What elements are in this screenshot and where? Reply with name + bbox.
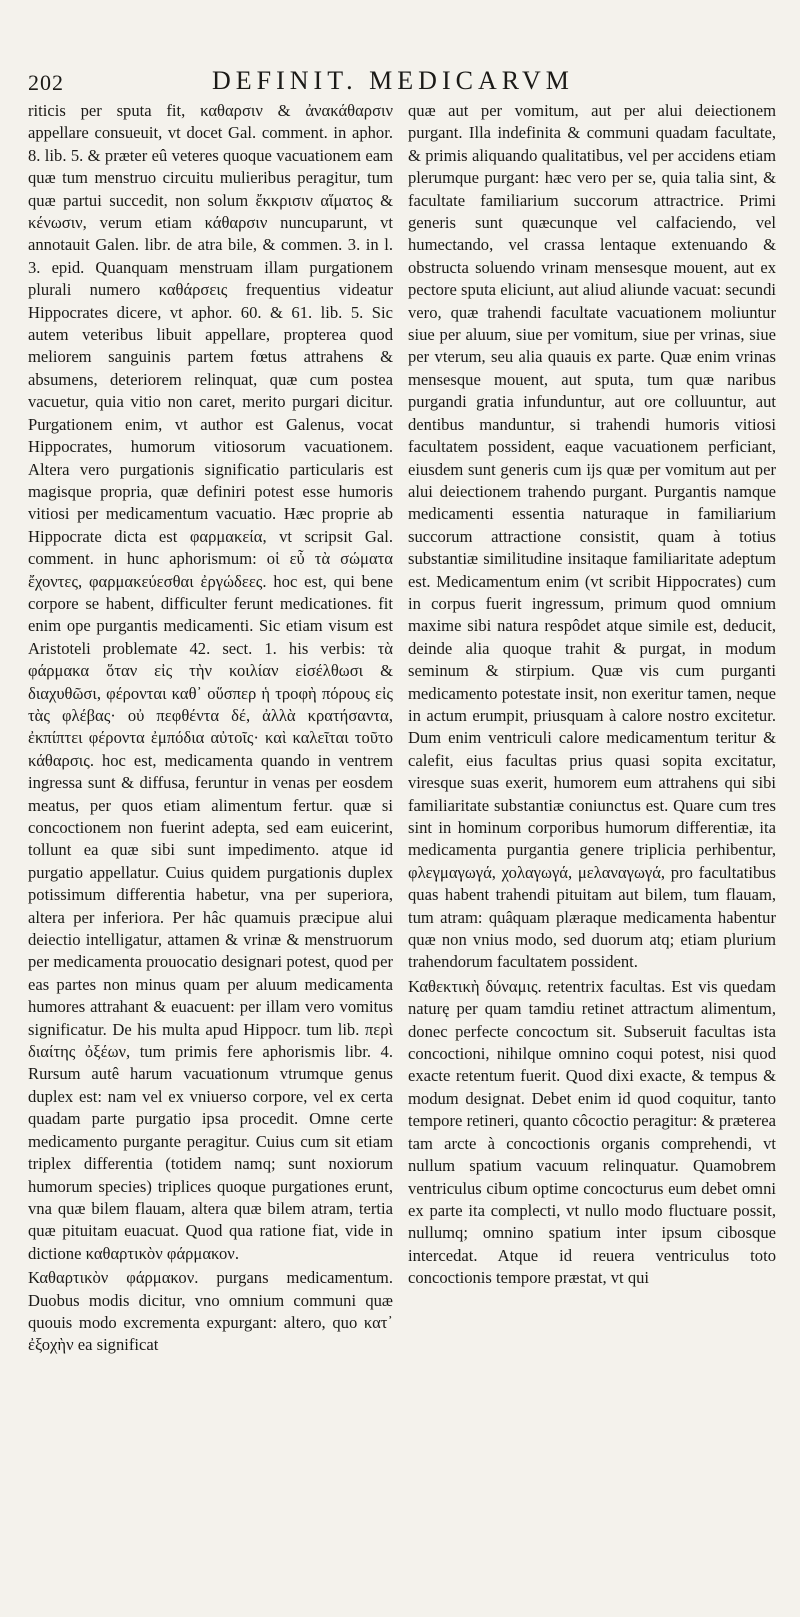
paragraph: quæ aut per vomitum, aut per alui deiectionem purgant. Illa indefinita & communi quadam facultate, & primis aliquando qualitatibus, vel per accidens etiam plerumque purgant: hæc vero per se, quia talia sint, & facultate familiarium succorum attractrice. Primi generis sunt quæcunque vel calfaciendo, vel humectando, vel crassa lentaque extenuando & obstructa soluendo vrinam mensesque mouent, aut ex pectore sputa eliciunt, aut aliud aliunde vacuat: secundi vero, quæ trahendi facultate vacuationem moliuntur siue per aluum, siue per vomitum, siue per vrinas, siue per vterum, seu alia quauis ex parte. Quæ enim vrinas mensesque mouent, aut sputa, tum quæ naribus purgandi gratia infunduntur, aut ore colluuntur, aut dentibus manduntur, si trahendi humoris vitiosi facultatem possident, eaque vacuationem perficiant, eiusdem sunt generis cum ijs quæ per vomitum aut per alui deiectionem trahendo purgant. Purgantis namque medicamenti essentia naturaque in familiarium succorum attractione consistit, quam à totius substantiæ similitudine insitaque familiaritate adeptum est. Medicamentum enim (vt scribit Hippocrates) cum in corpus fuerit ingressum, primum quod omnium maxime sibi natura respôdet atque simile est, deducit, deinde alia quoque trahit & purgat, in modum seminum & stirpium. Quæ vis cum purganti medicamento potestate insit, non exeritur tamen, neque in actum erumpit, priusquam à calore nostro excitetur. Dum enim ventriculi calore medicamentum teritur & calefit, eius facultas prius quasi sopita excitatur, viresque suas exerit, humorem eum attrahens qui sibi familiaritate substantiæ coniunctus est. Quare cum tres sint in hominum corporibus humorum differentiæ, ita medicamenta purgantia genere triplicia perhibentur, φλεγμαγωγά, χολαγωγά, μελαναγωγά, pro facultatibus quas habent trahendi pituitam aut bilem, tum flauam, tum atram: quâquam plæraque medicamenta habentur quæ non vnius modo, sed duorum atq; etiam plurium trahendorum facultatem possident.: [408, 101, 776, 972]
page-number: 202: [28, 70, 64, 95]
left-column: [28, 100, 393, 1610]
right-column: [408, 100, 776, 1610]
dictionary-entry: Καθαρτικὸν φάρμακον. purgans medicamentum. Duobus modis dicitur, vno omnium communi quæ quouis modo excrementa expurgant: altero, quo κατ᾽ ἐξοχὴν ea significat: [28, 1268, 393, 1355]
paragraph: riticis per sputa fit, καθαρσιν & ἀνακάθαρσιν appellare consueuit, vt docet Gal. comment. in aphor. 8. lib. 5. & præter eû veteres quoque vacuationem eam quæ tum menstruo circuitu mulieribus peragitur, tum quæ partui succedit, non solum ἔκκρισιν αἵματος & κένωσιν, verum etiam κάθαρσιν nuncuparunt, vt annotauit Galen. libr. de atra bile, & commen. 3. in l. 3. epid. Quanquam menstruam illam purgationem plurali numero καθάρσεις frequentius videatur Hippocrates dicere, vt aphor. 60. & 61. lib. 5. Sic autem veteribus libuit appellare, propterea quod meliorem sanguinis partem fœtus attrahens & absumens, deteriorem relinquat, quæ cum postea vacuetur, quia vitio non caret, merito purgari dicitur. Purgationem enim, vt author est Galenus, vocat Hippocrates, humorum vitiosorum vacuationem. Altera vero purgationis significatio particularis est magisque propria, quæ definiri potest esse humoris vitiosi per medicamentum vacuatio. Hæc proprie ab Hippocrate dicta est φαρμακεία, vt scripsit Gal. comment. in hunc aphorismum: οἱ εὖ τὰ σώματα ἔχοντες, φαρμακεύεσθαι ἐργώδεες. hoc est, qui bene corpore se habent, difficulter ferunt medicationes. fit enim ope purgantis medicamenti. Sic etiam visum est Aristoteli problemate 42. sect. 1. his verbis: τὰ φάρμακα ὅταν εἰς τὴν κοιλίαν εἰσέλθωσι & διαχυθῶσι, φέρονται καθ᾽ οὕσπερ ἡ τροφὴ πόρους εἰς τὰς φλέβας· οὐ πεφθέντα δέ, ἀλλὰ κρατήσαντα, ἐκπίπτει φέροντα ἐμπόδια αὐτοῖς· καὶ καλεῖται τοῦτο κάθαρσις. hoc est, medicamenta quando in ventrem ingressa sunt & diffusa, feruntur in venas per eosdem meatus, per quos etiam alimentum fertur. quæ si concoctionem non fuerint adepta, sed eam euicerint, tollunt ea quæ sibi sunt impedimento. atque id purgatio appellatur. Cuius quidem purgationis duplex potissimum differentia habetur, vna per superiora, altera per inferiora. Per hâc quamuis præcipue alui deiectio intelligatur, attamen & vrinæ & menstruorum per medicamenta prouocatio designari potest, quod per eas partes non minus quam per aluum medicamenta humores attrahant & euacuent: per illam vero vomitus significatur. De his multa apud Hippocr. tum lib. περὶ διαίτης ὀξέων, tum primis fere aphorismis libr. 4. Rursum autê harum vacuationum vtrumque genus duplex est: nam vel ex vniuerso corpore, vel ex certa quadam parte purgatio ipsa procedit. Omne certe medicamento purgante peragitur. Cuius cum sit etiam triplex differentia (totidem namq; sunt noxiorum humorum species) triplices quoque purgationes erunt, vna quæ bilem flauam, altera quæ bilem atram, tertia quæ pituitam euacuat. Quod qua ratione fiat, vide in dictione καθαρτικὸν φάρμακον.: [28, 101, 393, 1263]
running-title: DEFINIT. MEDICARVM: [212, 66, 574, 95]
dictionary-entry: Καθεκτικὴ δύναμις. retentrix facultas. Est vis quedam naturę per quam tamdiu retinet attractum alimentum, donec perfecte concoctum sit. Subseruit facultas ista concoctioni, nihilque omnino coqui potest, nisi quod exacte retentum fuerit. Quod dixi exacte, & tempus & modum designat. Debet enim id quod coquitur, tanto tempore retineri, quanto côcoctio peragitur: & præterea tam arcte à concoctionis organis comprehendi, vt nullum spatium vacuum relinquatur. Quamobrem ventriculus cibum optime concocturus eum debet omni ex parte ita complecti, vt nullo modo fluctuare possit, nullumq; omnino spatium inter ipsum cibosque intercedat. Atque id reuera ventriculus toto concoctionis tempore præstat, vt qui: [408, 976, 776, 1288]
page-header: [0, 66, 800, 100]
